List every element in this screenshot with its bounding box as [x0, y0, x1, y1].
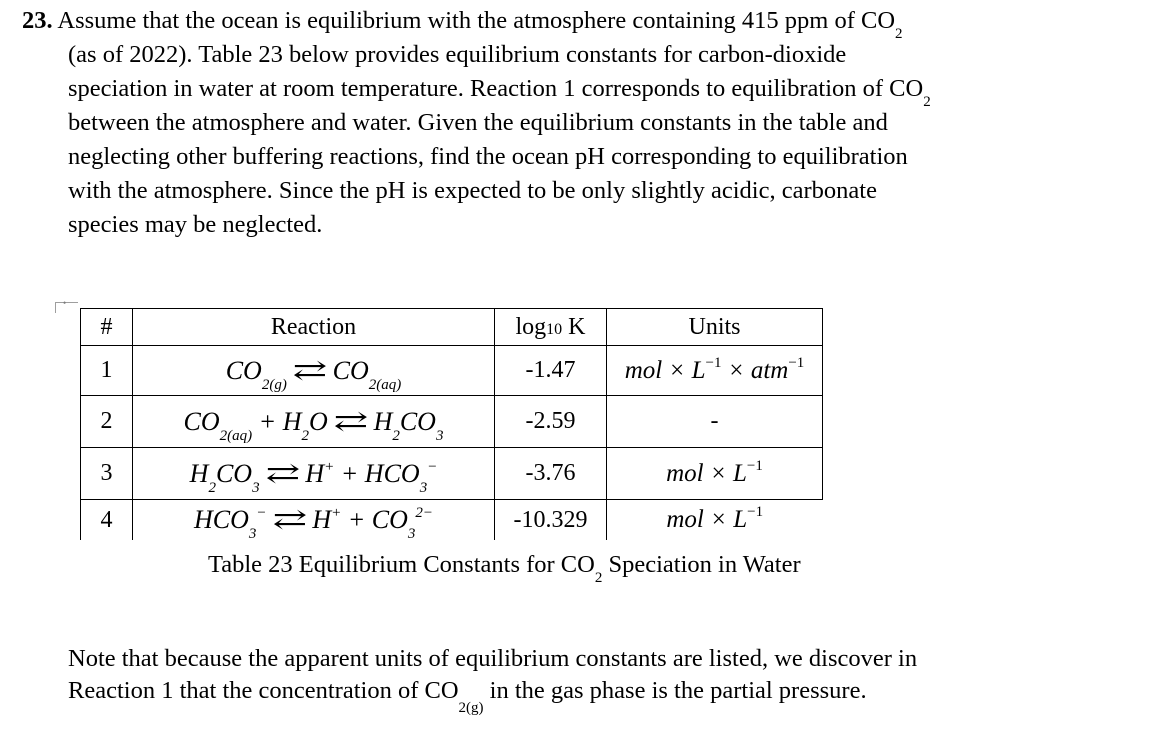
reaction-equation: $HCO_3^-$ ⇄ $H^+ + CO_3^{2-}$	[193, 505, 434, 542]
table-row	[81, 500, 823, 541]
problem-line-4: between the atmosphere and water. Given the equilibrium constants in the table and	[68, 109, 888, 136]
units-cell: mol × $L^{-1}$	[607, 500, 823, 541]
units-cell: mol × $L^{-1} \times atm^{-1}$	[607, 346, 823, 396]
log-k-cell: -2.59	[495, 396, 607, 448]
header-log-k: log10 K	[495, 309, 607, 346]
equilibrium-arrow-icon: ⇄	[292, 355, 328, 385]
problem-line-3: speciation in water at room temperature. Reaction 1 corresponds to equilibration of $CO_2$	[68, 75, 931, 110]
reaction-equation: $H_2CO_3$ ⇄ $H^+ + HCO_3^-$	[189, 458, 438, 496]
table-header-row	[81, 309, 823, 346]
equilibrium-arrow-icon: ⇄	[271, 505, 307, 534]
reaction-cell	[133, 448, 495, 500]
reaction-cell	[133, 396, 495, 448]
reaction-equation: $CO_{2(aq)} + H_2O$ ⇄ $H_2CO_3$	[183, 406, 444, 444]
table-row	[81, 448, 823, 500]
problem-line-6: with the atmosphere. Since the pH is expected to be only slightly acidic, carbonate	[68, 177, 877, 204]
note-paragraph	[68, 643, 918, 716]
log-k-cell: -1.47	[495, 346, 607, 396]
row-number: 4	[81, 500, 133, 541]
header-units: Units	[607, 309, 823, 346]
row-number: 3	[81, 448, 133, 500]
units-cell: -	[607, 396, 823, 448]
problem-line-2: (as of 2022). Table 23 below provides equilibrium constants for carbon-dioxide	[68, 41, 847, 68]
equilibrium-table	[80, 308, 823, 540]
row-number: 1	[81, 346, 133, 396]
equilibrium-arrow-icon: ⇄	[333, 406, 369, 436]
log-k-cell: -3.76	[495, 448, 607, 500]
table-row	[81, 396, 823, 448]
problem-line-1: 23. Assume that the ocean is equilibrium with the atmosphere containing 415 ppm of $CO_2$	[22, 7, 903, 42]
units-cell: mol × $L^{-1}$	[607, 448, 823, 500]
log-k-cell: -10.329	[495, 500, 607, 541]
note-line-2: Reaction 1 that the concentration of $CO_{2(g)}$ in the gas phase is the partial pressure.	[68, 677, 867, 716]
note-line-1: Note that because the apparent units of equilibrium constants are listed, we discover in	[68, 645, 918, 672]
equilibrium-arrow-icon: ⇄	[265, 458, 300, 488]
problem-line-5: neglecting other buffering reactions, find the ocean pH corresponding to equilibration	[68, 143, 908, 170]
problem-statement	[22, 4, 1142, 242]
problem-line-7: species may be neglected.	[68, 211, 323, 238]
table-row	[81, 346, 823, 396]
table-anchor-handle[interactable]: •	[55, 302, 78, 313]
reaction-equation: $CO_{2(g)}$ ⇄ $CO_{2(aq)}$	[225, 355, 402, 393]
header-num: #	[81, 309, 133, 346]
header-reaction: Reaction	[133, 309, 495, 346]
reaction-cell	[133, 346, 495, 396]
problem-number: 23.	[22, 7, 53, 34]
reaction-cell	[133, 500, 495, 541]
table-caption: Table 23 Equilibrium Constants for $CO_2$ Speciation in Water	[208, 551, 801, 586]
row-number: 2	[81, 396, 133, 448]
